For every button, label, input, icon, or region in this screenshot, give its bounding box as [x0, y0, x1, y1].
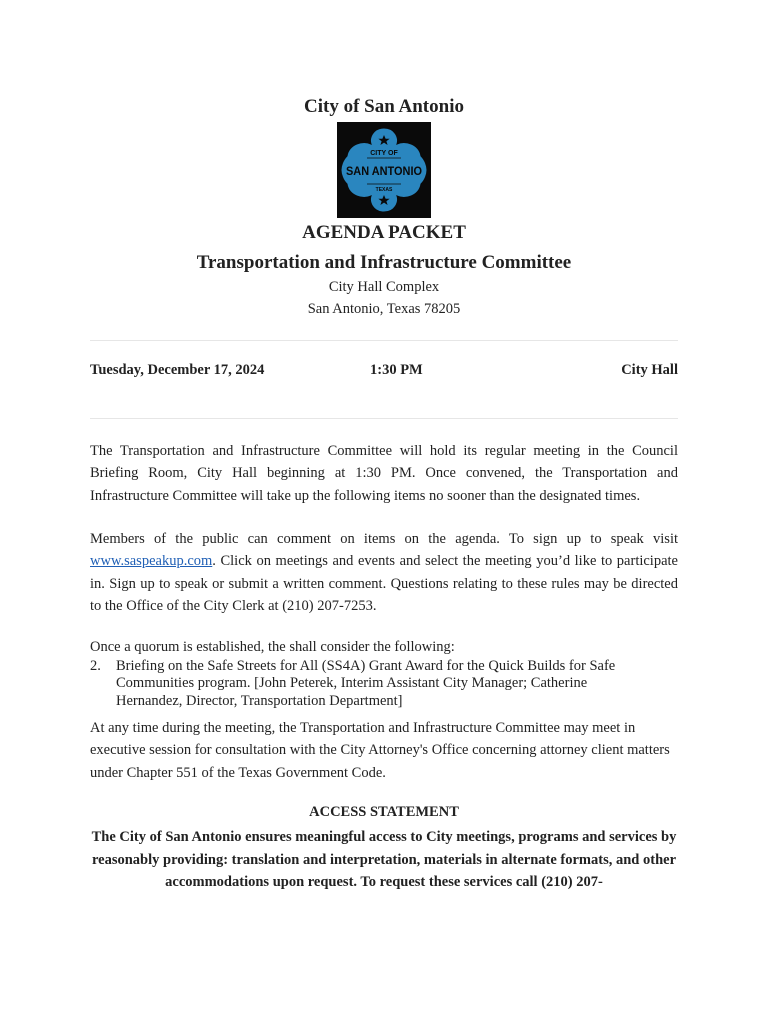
agenda-item-number: 2. — [90, 658, 101, 674]
saspeakup-link[interactable]: www.saspeakup.com — [90, 553, 213, 570]
meeting-date: Tuesday, December 17, 2024 — [90, 362, 265, 378]
divider-top — [90, 340, 678, 341]
executive-session-paragraph: At any time during the meeting, the Transportation and Infrastructure Committee may meet in executive session for consultation with the City Attorney's Office concerning attorney client matters under Chapter 551 of the Texas Government Code. — [90, 720, 670, 781]
public-comment-text-before: Members of the public can comment on items on the agenda. To sign up to speak visit — [90, 531, 678, 547]
quorum-statement: Once a quorum is established, the shall consider the following: — [90, 639, 455, 655]
public-comment-text-after: . Click on meetings and events and select the meeting you’d like to participate in. Sign up to speak or submit a written comment. Questions relating to these rules may be directed to the Office of the City Clerk at (210) 207-7253. — [90, 553, 678, 614]
divider-bottom — [90, 418, 678, 419]
city-seal-icon — [337, 122, 431, 218]
meeting-place: City Hall — [621, 362, 678, 378]
city-seal-logo — [337, 122, 431, 218]
logo-main-text: SAN ANTONIO — [346, 164, 422, 178]
city-title: City of San Antonio — [304, 96, 464, 117]
access-statement-text: The City of San Antonio ensures meaningful access to City meetings, programs and services by reasonably providing: translation and interpretation, materials in alternate formats, and other accommodations upon request. To request these services call (210) 207- — [91, 829, 677, 890]
committee-title: Transportation and Infrastructure Committee — [196, 252, 572, 273]
address-line-2: San Antonio, Texas 78205 — [307, 301, 461, 317]
logo-top-text: CITY OF — [370, 150, 398, 157]
meeting-intro-paragraph: The Transportation and Infrastructure Committee will hold its regular meeting in the Council Briefing Room, City Hall beginning at 1:30 PM. Once convened, the Transportation and Infrastructure Committee will take up the following items no sooner than the designated times. — [90, 443, 678, 504]
agenda-packet-title: AGENDA PACKET — [302, 222, 466, 243]
logo-bottom-text: TEXAS — [375, 187, 393, 193]
meeting-time: 1:30 PM — [370, 362, 423, 378]
public-comment-paragraph — [90, 528, 678, 617]
agenda-item-text: Briefing on the Safe Streets for All (SS4A) Grant Award for the Quick Builds for Safe Communities program. [John Peterek, Interim Assistant City Manager; Catherine Hernandez, Director, Transportation Department] — [116, 658, 616, 709]
access-statement-title: ACCESS STATEMENT — [309, 804, 459, 820]
address-line-1: City Hall Complex — [328, 279, 440, 295]
